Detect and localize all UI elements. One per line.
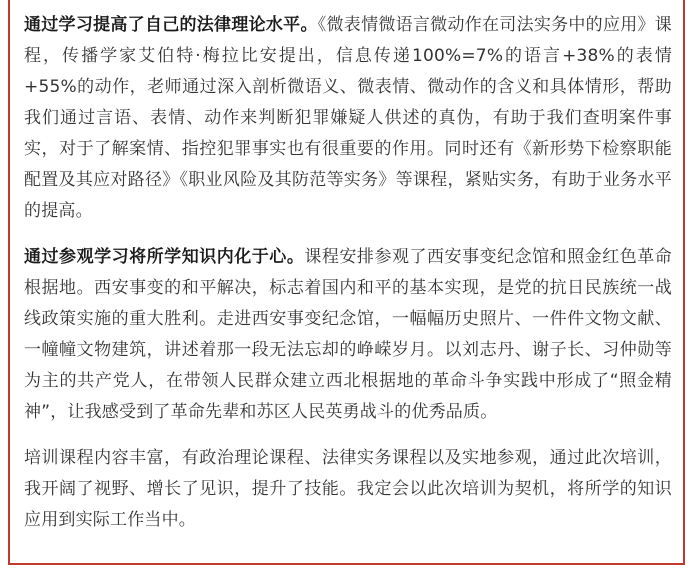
- paragraph-site-visit: [24, 242, 672, 428]
- paragraph-legal-theory: [24, 10, 672, 227]
- paragraph-summary: [24, 443, 672, 536]
- paragraph-lead: 通过学习提高了自己的法律理论水平。: [24, 15, 318, 35]
- paragraph-text: 培训课程内容丰富，有政治理论课程、法律实务课程以及实地参观，通过此次培训，我开阔了视野、增长了见识，提升了技能。我定会以此次培训为契机，将所学的知识应用到实际工作当中。: [24, 448, 672, 530]
- paragraph-text: 课程安排参观了西安事变纪念馆和照金红色革命根据地。西安事变的和平解决，标志着国内和平的基本实现，是党的抗日民族统一战线政策实施的重大胜利。走进西安事变纪念馆，一幅幅历史照片、一件件文物文献、一幢幢文物建筑，讲述着那一段无法忘却的峥嵘岁月。以刘志丹、谢子长、习仲勋等为主的共产党人，在带领人民群众建立西北根据地的革命斗争实践中形成了“照金精神”，让我感受到了革命先辈和苏区人民英勇战斗的优秀品质。: [24, 247, 672, 422]
- article-body: [24, 10, 672, 536]
- paragraph-text: 《微表情微语言微动作在司法实务中的应用》课程，传播学家艾伯特·梅拉比安提出，信息传递100%=7%的语言+38%的表情+55%的动作，老师通过深入剖析微语义、微表情、微动作的含义和具体情形，帮助我们通过言语、表情、动作来判断犯罪嫌疑人供述的真伪，有助于我们查明案件事实，对于了解案情、指控犯罪事实也有很重要的作用。同时还有《新形势下检察职能配置及其应对路径》《职业风险及其防范等实务》等课程，紧贴实务，有助于业务水平的提高。: [24, 15, 672, 221]
- paragraph-lead: 通过参观学习将所学知识内化于心。: [24, 247, 305, 267]
